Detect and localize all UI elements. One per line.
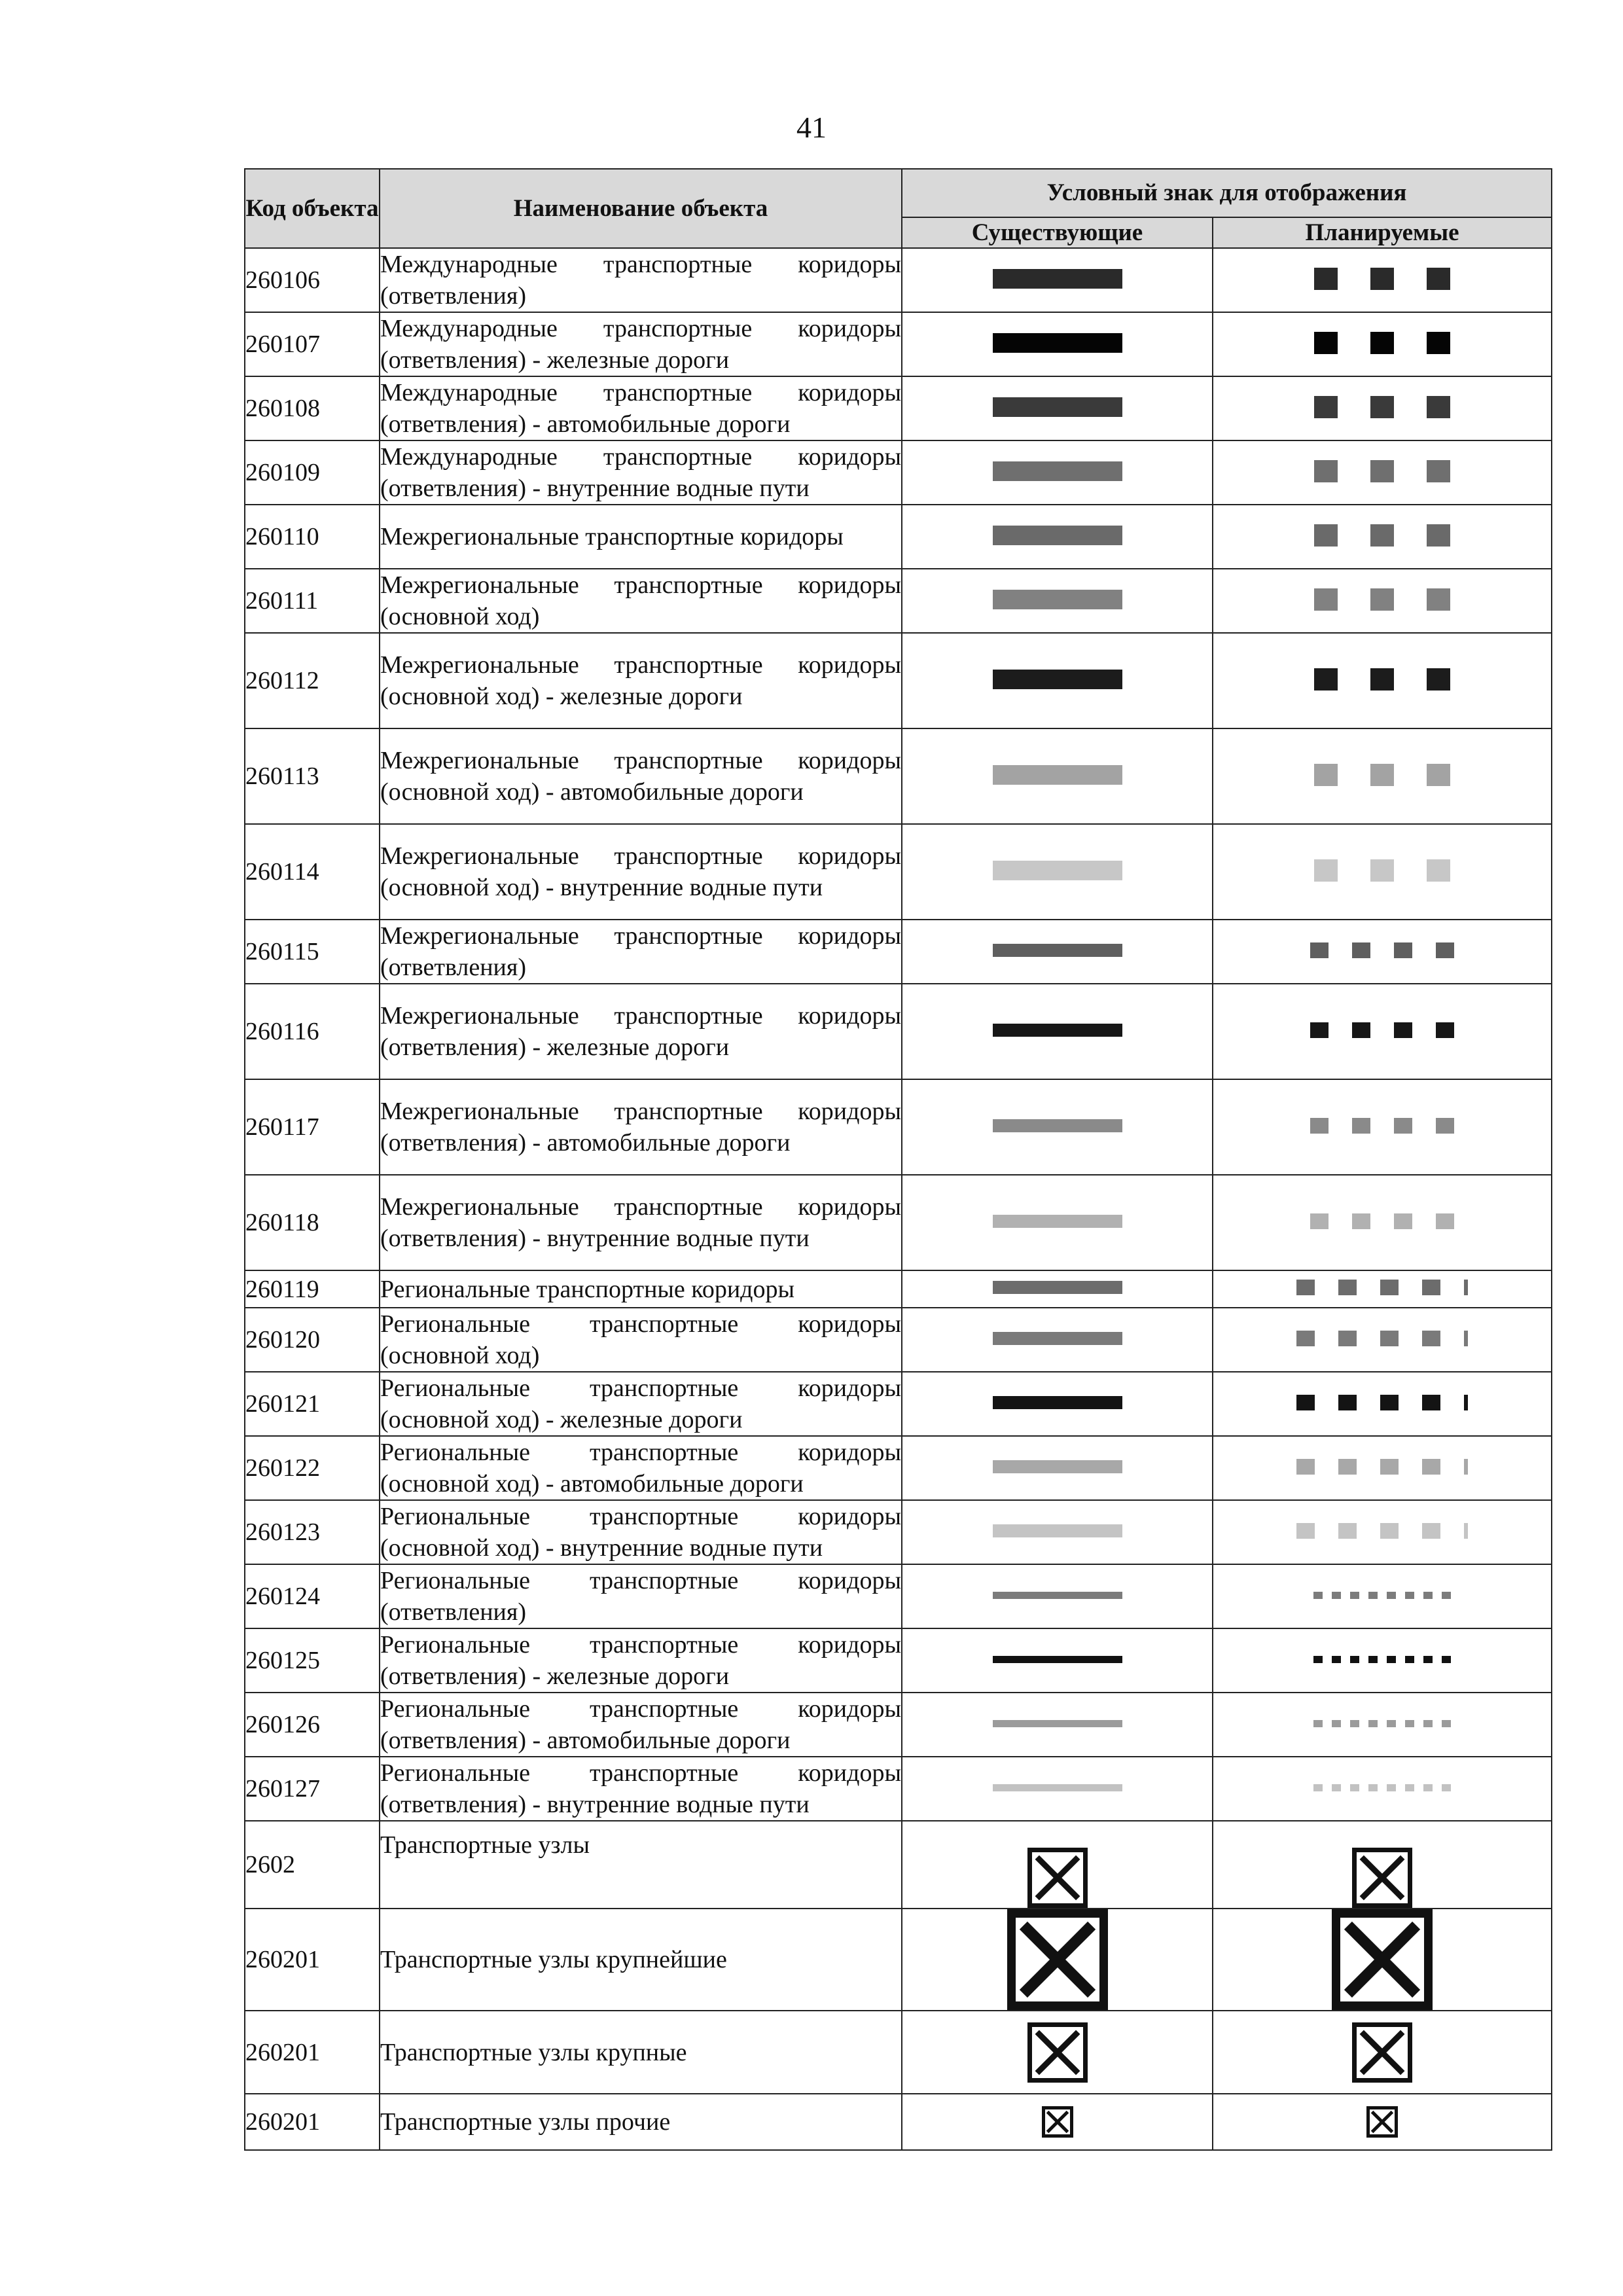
object-name: Региональные транспортные коридоры (основной ход) <box>380 1308 902 1372</box>
table-row <box>245 1909 1552 2011</box>
planned-dash <box>1338 1459 1357 1475</box>
planned-dash <box>1442 1592 1451 1599</box>
table-row <box>245 569 1552 633</box>
planned-dashed-symbol <box>1296 1459 1468 1475</box>
object-name: Международные транспортные коридоры (ответвления) <box>380 248 902 312</box>
planned-dash <box>1368 1656 1378 1663</box>
planned-dash <box>1314 859 1338 882</box>
planned-dash <box>1427 396 1450 418</box>
object-code: 260124 <box>245 1564 380 1628</box>
planned-dash <box>1296 1459 1315 1475</box>
existing-node-symbol <box>1027 1848 1088 1908</box>
object-name: Межрегиональные транспортные коридоры <box>380 505 902 569</box>
planned-dash <box>1314 588 1338 611</box>
header-code: Код объекта <box>245 169 380 248</box>
planned-symbol-cell <box>1213 1372 1552 1436</box>
planned-symbol-cell <box>1213 1821 1552 1909</box>
planned-dashed-symbol <box>1296 1331 1468 1346</box>
existing-symbol-cell <box>902 1270 1213 1308</box>
cross-icon <box>1370 2109 1395 2134</box>
planned-dash <box>1436 1213 1454 1229</box>
planned-symbol-cell <box>1213 1564 1552 1628</box>
object-code: 260116 <box>245 984 380 1079</box>
planned-dash <box>1427 268 1450 290</box>
table-row <box>245 248 1552 312</box>
object-code: 260118 <box>245 1175 380 1270</box>
cross-icon <box>1357 2027 1408 2078</box>
planned-dashed-symbol <box>1314 764 1450 786</box>
object-code: 260201 <box>245 2094 380 2150</box>
planned-dash <box>1352 1213 1370 1229</box>
planned-dash <box>1314 524 1338 547</box>
planned-dash <box>1313 1592 1323 1599</box>
planned-dash <box>1370 268 1394 290</box>
planned-dash <box>1436 1022 1454 1038</box>
object-name: Региональные транспортные коридоры (основной ход) - автомобильные дороги <box>380 1436 902 1500</box>
planned-symbol-cell <box>1213 1436 1552 1500</box>
planned-symbol-cell <box>1213 1270 1552 1308</box>
existing-symbol-cell <box>902 824 1213 920</box>
planned-dash <box>1422 1459 1440 1475</box>
planned-dash <box>1427 764 1450 786</box>
planned-dash <box>1370 859 1394 882</box>
planned-dash <box>1332 1656 1341 1663</box>
cross-icon <box>1357 1852 1408 1903</box>
planned-dashed-symbol <box>1296 1395 1468 1410</box>
planned-dash <box>1332 1592 1341 1599</box>
planned-dash <box>1394 1118 1412 1134</box>
planned-dash <box>1368 1720 1378 1727</box>
planned-dashed-symbol <box>1310 1022 1454 1038</box>
planned-dash <box>1380 1331 1399 1346</box>
planned-dash <box>1314 460 1338 482</box>
planned-dash <box>1405 1656 1414 1663</box>
existing-symbol-cell <box>902 728 1213 824</box>
planned-dashed-symbol <box>1310 942 1454 958</box>
existing-symbol-cell <box>902 1308 1213 1372</box>
table-row <box>245 1693 1552 1757</box>
planned-dash <box>1427 524 1450 547</box>
planned-dash <box>1370 588 1394 611</box>
existing-line-symbol <box>993 765 1122 785</box>
planned-dash <box>1350 1592 1359 1599</box>
existing-line-symbol <box>993 397 1122 417</box>
object-code: 260123 <box>245 1500 380 1564</box>
table-row <box>245 1270 1552 1308</box>
existing-symbol-cell <box>902 248 1213 312</box>
planned-dash <box>1387 1720 1396 1727</box>
existing-symbol-cell <box>902 440 1213 505</box>
planned-dash <box>1296 1523 1315 1539</box>
planned-dash <box>1296 1280 1315 1295</box>
planned-dashed-symbol <box>1296 1280 1468 1295</box>
object-name: Межрегиональные транспортные коридоры (основной ход) - автомобильные дороги <box>380 728 902 824</box>
object-name: Региональные транспортные коридоры (ответвления) <box>380 1564 902 1628</box>
planned-node-symbol <box>1366 2106 1398 2138</box>
existing-line-symbol <box>993 526 1122 545</box>
planned-symbol-cell <box>1213 1500 1552 1564</box>
planned-dashed-symbol <box>1314 524 1450 547</box>
planned-dash <box>1352 942 1370 958</box>
object-name: Межрегиональные транспортные коридоры (ответвления) - железные дороги <box>380 984 902 1079</box>
existing-symbol-cell <box>902 1500 1213 1564</box>
existing-symbol-cell <box>902 984 1213 1079</box>
existing-symbol-cell <box>902 1757 1213 1821</box>
planned-symbol-cell <box>1213 1757 1552 1821</box>
table-row <box>245 633 1552 728</box>
object-name: Региональные транспортные коридоры (ответвления) - автомобильные дороги <box>380 1693 902 1757</box>
planned-dashed-symbol <box>1313 1592 1451 1599</box>
table-row <box>245 505 1552 569</box>
object-code: 260126 <box>245 1693 380 1757</box>
planned-dashed-symbol <box>1296 1523 1468 1539</box>
cross-icon <box>1045 2109 1070 2134</box>
existing-line-symbol <box>993 1281 1122 1294</box>
object-name: Межрегиональные транспортные коридоры (основной ход) - внутренние водные пути <box>380 824 902 920</box>
planned-dashed-symbol <box>1313 1656 1451 1663</box>
object-code: 260127 <box>245 1757 380 1821</box>
existing-symbol-cell <box>902 376 1213 440</box>
planned-node-symbol <box>1352 2022 1412 2083</box>
existing-symbol-cell <box>902 1372 1213 1436</box>
header-symbol-group: Условный знак для отображения <box>902 169 1552 217</box>
planned-dash <box>1370 524 1394 547</box>
object-code: 260106 <box>245 248 380 312</box>
planned-dash <box>1442 1784 1451 1791</box>
planned-dash <box>1352 1022 1370 1038</box>
planned-dash <box>1296 1395 1315 1410</box>
object-name: Международные транспортные коридоры (ответвления) - внутренние водные пути <box>380 440 902 505</box>
object-name: Региональные транспортные коридоры (ответвления) - железные дороги <box>380 1628 902 1693</box>
planned-dash <box>1368 1592 1378 1599</box>
planned-dash <box>1405 1720 1414 1727</box>
object-code: 260201 <box>245 2011 380 2094</box>
existing-line-symbol <box>993 590 1122 609</box>
planned-dash <box>1464 1395 1468 1410</box>
planned-symbol-cell <box>1213 505 1552 569</box>
table-row <box>245 1175 1552 1270</box>
planned-dash <box>1338 1523 1357 1539</box>
planned-symbol-cell <box>1213 312 1552 376</box>
table-row <box>245 376 1552 440</box>
planned-dash <box>1464 1459 1468 1475</box>
table-row <box>245 312 1552 376</box>
planned-dash <box>1332 1720 1341 1727</box>
object-code: 260107 <box>245 312 380 376</box>
existing-node-symbol <box>1007 1909 1108 2010</box>
planned-dash <box>1394 1022 1412 1038</box>
planned-dash <box>1380 1459 1399 1475</box>
planned-dash <box>1422 1280 1440 1295</box>
planned-dash <box>1423 1592 1433 1599</box>
table-row <box>245 1564 1552 1628</box>
planned-dash <box>1442 1720 1451 1727</box>
object-name: Межрегиональные транспортные коридоры (ответвления) - автомобильные дороги <box>380 1079 902 1175</box>
planned-dash <box>1296 1331 1315 1346</box>
planned-symbol-cell <box>1213 728 1552 824</box>
object-code: 260122 <box>245 1436 380 1500</box>
planned-dash <box>1380 1523 1399 1539</box>
planned-dash <box>1464 1523 1468 1539</box>
table-row <box>245 1500 1552 1564</box>
header-existing: Существующие <box>902 217 1213 248</box>
existing-line-symbol <box>993 944 1122 957</box>
existing-line-symbol <box>993 670 1122 689</box>
existing-symbol-cell <box>902 633 1213 728</box>
planned-dash <box>1314 332 1338 354</box>
existing-line-symbol <box>993 333 1122 353</box>
planned-dash <box>1464 1280 1468 1295</box>
object-code: 260109 <box>245 440 380 505</box>
planned-dashed-symbol <box>1314 268 1450 290</box>
object-code: 260112 <box>245 633 380 728</box>
planned-dashed-symbol <box>1314 588 1450 611</box>
planned-symbol-cell <box>1213 824 1552 920</box>
object-name: Международные транспортные коридоры (ответвления) - автомобильные дороги <box>380 376 902 440</box>
page-number: 41 <box>796 111 827 144</box>
object-code: 260115 <box>245 920 380 984</box>
existing-symbol-cell <box>902 1436 1213 1500</box>
planned-dash <box>1352 1118 1370 1134</box>
existing-symbol-cell <box>902 1628 1213 1693</box>
object-name: Транспортные узлы крупнейшие <box>380 1909 902 2011</box>
planned-dashed-symbol <box>1314 668 1450 691</box>
existing-symbol-cell <box>902 505 1213 569</box>
planned-symbol-cell <box>1213 1693 1552 1757</box>
planned-symbol-cell <box>1213 2094 1552 2150</box>
planned-dashed-symbol <box>1314 859 1450 882</box>
object-code: 2602 <box>245 1821 380 1909</box>
existing-symbol-cell <box>902 1693 1213 1757</box>
planned-dash <box>1313 1656 1323 1663</box>
planned-dashed-symbol <box>1314 396 1450 418</box>
existing-symbol-cell <box>902 569 1213 633</box>
planned-dash <box>1380 1395 1399 1410</box>
existing-line-symbol <box>993 1332 1122 1345</box>
planned-dashed-symbol <box>1310 1213 1454 1229</box>
planned-dash <box>1427 668 1450 691</box>
planned-dash <box>1423 1784 1433 1791</box>
planned-dash <box>1427 859 1450 882</box>
object-name: Транспортные узлы прочие <box>380 2094 902 2150</box>
existing-symbol-cell <box>902 2011 1213 2094</box>
table-row <box>245 2094 1552 2150</box>
planned-dashed-symbol <box>1310 1118 1454 1134</box>
existing-symbol-cell <box>902 2094 1213 2150</box>
planned-dash <box>1422 1331 1440 1346</box>
table-row <box>245 1436 1552 1500</box>
planned-dash <box>1394 942 1412 958</box>
header-planned: Планируемые <box>1213 217 1552 248</box>
planned-dashed-symbol <box>1314 332 1450 354</box>
table-row <box>245 1628 1552 1693</box>
existing-line-symbol <box>993 1119 1122 1132</box>
existing-line-symbol <box>993 1720 1122 1727</box>
object-name: Региональные транспортные коридоры (основной ход) - железные дороги <box>380 1372 902 1436</box>
planned-dash <box>1387 1592 1396 1599</box>
planned-dash <box>1370 396 1394 418</box>
object-code: 260201 <box>245 1909 380 2011</box>
planned-symbol-cell <box>1213 1079 1552 1175</box>
planned-dash <box>1427 332 1450 354</box>
planned-dash <box>1350 1656 1359 1663</box>
planned-dash <box>1405 1592 1414 1599</box>
planned-dash <box>1338 1280 1357 1295</box>
planned-node-symbol <box>1332 1909 1433 2010</box>
table-row <box>245 920 1552 984</box>
object-code: 260111 <box>245 569 380 633</box>
existing-line-symbol <box>993 1460 1122 1473</box>
legend-table <box>244 168 1552 2151</box>
planned-dash <box>1423 1720 1433 1727</box>
planned-dash <box>1387 1784 1396 1791</box>
object-name: Региональные транспортные коридоры (основной ход) - внутренние водные пути <box>380 1500 902 1564</box>
planned-symbol-cell <box>1213 1175 1552 1270</box>
object-code: 260120 <box>245 1308 380 1372</box>
planned-dash <box>1370 460 1394 482</box>
existing-line-symbol <box>993 861 1122 880</box>
planned-symbol-cell <box>1213 984 1552 1079</box>
planned-symbol-cell <box>1213 248 1552 312</box>
object-code: 260119 <box>245 1270 380 1308</box>
planned-dashed-symbol <box>1313 1720 1451 1727</box>
object-code: 260117 <box>245 1079 380 1175</box>
cross-icon <box>1032 1852 1083 1903</box>
planned-node-symbol <box>1352 1848 1412 1908</box>
planned-dash <box>1436 942 1454 958</box>
object-name: Межрегиональные транспортные коридоры (ответвления) <box>380 920 902 984</box>
table-row <box>245 1757 1552 1821</box>
planned-symbol-cell <box>1213 1909 1552 2011</box>
planned-dash <box>1394 1213 1412 1229</box>
planned-dash <box>1370 668 1394 691</box>
existing-line-symbol <box>993 1024 1122 1037</box>
planned-dash <box>1370 764 1394 786</box>
planned-dash <box>1313 1784 1323 1791</box>
planned-dash <box>1370 332 1394 354</box>
table-row <box>245 824 1552 920</box>
planned-symbol-cell <box>1213 633 1552 728</box>
planned-dash <box>1422 1523 1440 1539</box>
object-name: Межрегиональные транспортные коридоры (основной ход) - железные дороги <box>380 633 902 728</box>
planned-dash <box>1338 1395 1357 1410</box>
table-row <box>245 1308 1552 1372</box>
existing-line-symbol <box>993 1656 1122 1663</box>
planned-dashed-symbol <box>1313 1784 1451 1791</box>
planned-dash <box>1422 1395 1440 1410</box>
object-name: Международные транспортные коридоры (ответвления) - железные дороги <box>380 312 902 376</box>
existing-line-symbol <box>993 1592 1122 1599</box>
cross-icon <box>1340 1918 1424 2001</box>
existing-line-symbol <box>993 1215 1122 1228</box>
planned-dash <box>1387 1656 1396 1663</box>
cross-icon <box>1016 1918 1099 2001</box>
planned-dash <box>1314 764 1338 786</box>
existing-node-symbol <box>1042 2106 1073 2138</box>
existing-line-symbol <box>993 1524 1122 1537</box>
planned-symbol-cell <box>1213 1628 1552 1693</box>
object-code: 260113 <box>245 728 380 824</box>
object-code: 260114 <box>245 824 380 920</box>
existing-line-symbol <box>993 1784 1122 1791</box>
table-row <box>245 1372 1552 1436</box>
planned-dash <box>1314 268 1338 290</box>
planned-symbol-cell <box>1213 569 1552 633</box>
planned-dash <box>1314 396 1338 418</box>
planned-symbol-cell <box>1213 920 1552 984</box>
planned-dash <box>1464 1331 1468 1346</box>
planned-dash <box>1380 1280 1399 1295</box>
object-name: Транспортные узлы <box>380 1821 902 1909</box>
planned-dash <box>1338 1331 1357 1346</box>
planned-dash <box>1310 1213 1329 1229</box>
existing-symbol-cell <box>902 920 1213 984</box>
planned-dash <box>1310 1022 1329 1038</box>
existing-line-symbol <box>993 269 1122 289</box>
object-name: Региональные транспортные коридоры (ответвления) - внутренние водные пути <box>380 1757 902 1821</box>
object-name: Межрегиональные транспортные коридоры (основной ход) <box>380 569 902 633</box>
planned-dash <box>1368 1784 1378 1791</box>
table-row <box>245 984 1552 1079</box>
planned-dash <box>1427 588 1450 611</box>
planned-dash <box>1442 1656 1451 1663</box>
object-name: Региональные транспортные коридоры <box>380 1270 902 1308</box>
object-code: 260108 <box>245 376 380 440</box>
planned-dash <box>1423 1656 1433 1663</box>
object-code: 260121 <box>245 1372 380 1436</box>
object-name: Транспортные узлы крупные <box>380 2011 902 2094</box>
table-row <box>245 1821 1552 1909</box>
object-code: 260125 <box>245 1628 380 1693</box>
planned-dash <box>1314 668 1338 691</box>
planned-dash <box>1350 1784 1359 1791</box>
table-row <box>245 2011 1552 2094</box>
existing-symbol-cell <box>902 1909 1213 2011</box>
object-name: Межрегиональные транспортные коридоры (ответвления) - внутренние водные пути <box>380 1175 902 1270</box>
table-row <box>245 728 1552 824</box>
planned-dash <box>1427 460 1450 482</box>
existing-symbol-cell <box>902 1079 1213 1175</box>
planned-dash <box>1405 1784 1414 1791</box>
existing-line-symbol <box>993 1396 1122 1409</box>
planned-symbol-cell <box>1213 1308 1552 1372</box>
planned-dash <box>1350 1720 1359 1727</box>
planned-dashed-symbol <box>1314 460 1450 482</box>
existing-symbol-cell <box>902 1821 1213 1909</box>
table-row <box>245 440 1552 505</box>
planned-dash <box>1313 1720 1323 1727</box>
planned-dash <box>1310 1118 1329 1134</box>
existing-symbol-cell <box>902 312 1213 376</box>
existing-line-symbol <box>993 461 1122 481</box>
existing-symbol-cell <box>902 1564 1213 1628</box>
existing-symbol-cell <box>902 1175 1213 1270</box>
planned-dash <box>1310 942 1329 958</box>
planned-dash <box>1436 1118 1454 1134</box>
table-row <box>245 1079 1552 1175</box>
existing-node-symbol <box>1027 2022 1088 2083</box>
object-code: 260110 <box>245 505 380 569</box>
planned-symbol-cell <box>1213 376 1552 440</box>
cross-icon <box>1032 2027 1083 2078</box>
planned-symbol-cell <box>1213 440 1552 505</box>
planned-symbol-cell <box>1213 2011 1552 2094</box>
header-name: Наименование объекта <box>380 169 902 248</box>
planned-dash <box>1332 1784 1341 1791</box>
